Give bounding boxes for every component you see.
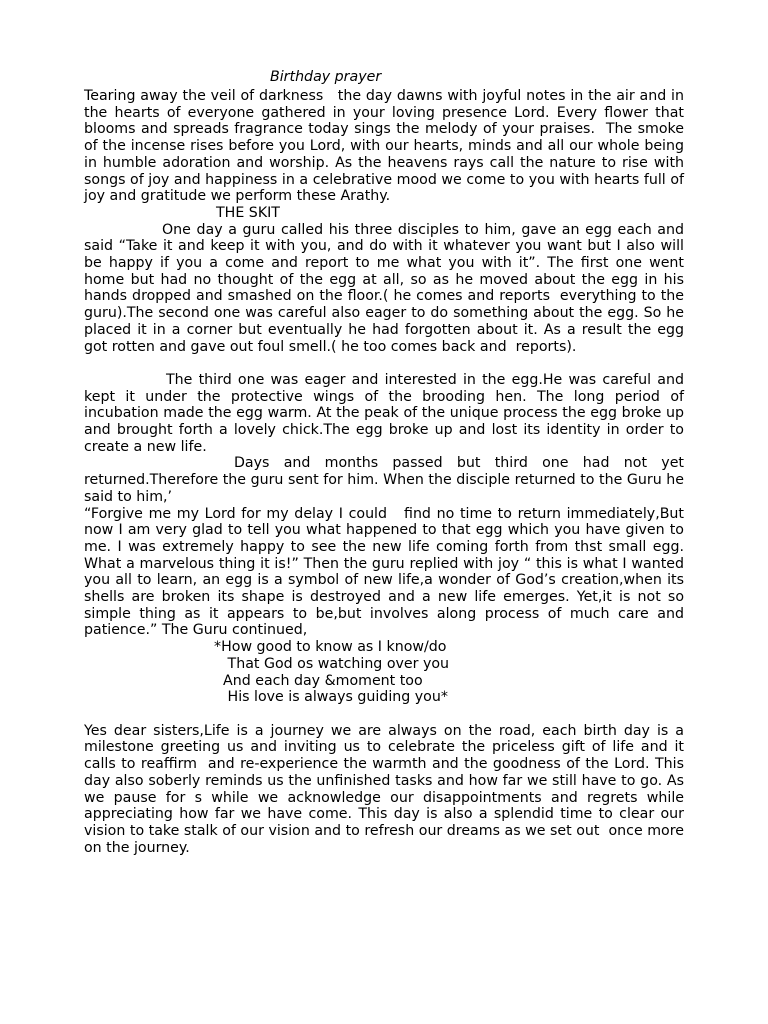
skit-heading: THE SKIT (216, 204, 280, 221)
poem-line: *How good to know as I know/do (214, 639, 447, 656)
document-page (84, 68, 694, 856)
intro-paragraph: Tearing away the veil of darkness the day dawns with joyful notes in the air and in the hearts of everyone gathered in your loving presence Lord. Every flower that blooms and spreads fragrance today sings the melody of your praises. The smoke of the incense rises before you Lord, with our hearts, minds and all our whole being in humble adoration and worship. As the heavens rays call the nature to rise with songs of joy and happiness in a celebrative mood we come to you with hearts full of joy and gratitude we perform these Arathy. (84, 88, 689, 205)
poem-line: And each day &moment too (214, 672, 423, 689)
skit-paragraph-4: “Forgive me my Lord for my delay I could find no time to return immediately,But now I am very glad to tell you what happened to that egg which you have given to me. I was extremely happy to see the new life coming forth from thst small egg. What a marvelous thing it is!” Then the guru replied with joy “ this is what I wanted you all to learn, an egg is a symbol of new life,a wonder of God’s creation,when its shells are broken its shape is destroyed and a new life emerges. Yet,it is not so simple thing as it appears to be,but involves along process of much care and patience.” The Guru continued, (84, 505, 689, 639)
paragraph-spacer (84, 355, 684, 372)
poem-block (84, 639, 684, 706)
skit-paragraph-1: One day a guru called his three disciples to him, gave an egg each and said “Take it and keep it with you, and do with it whatever you want but I also will be happy if you a come and report to me what you with it”. The first one went home but had no thought of the egg at all, so as he moved about the egg in his hands dropped and smashed on the floor.( he comes and reports everything to the guru).The second one was careful also eager to do something about the egg. So he placed it in a corner but eventually he had forgotten about it. As a result the egg got rotten and gave out foul smell.( he too comes back and reports). (84, 221, 689, 355)
paragraph-spacer (84, 706, 684, 723)
skit-paragraph-3: Days and months passed but third one had not yet returned.Therefore the guru sent for him. When the disciple returned to the Guru he said to him,’ (84, 455, 694, 505)
poem-line: That God os watching over you (214, 655, 450, 672)
closing-paragraph: Yes dear sisters,Life is a journey we are always on the road, each birth day is a milestone greeting us and inviting us to celebrate the priceless gift of life and it calls to reaffirm and re-experience the warmth and the goodness of the Lord. This day also soberly reminds us the unfinished tasks and how far we still have to go. As we pause for s while we acknowledge our disappointments and regrets while appreciating how far we have come. This day is also a splendid time to clear our vision to take stalk of our vision and to refresh our dreams as we set out once more on the journey. (84, 722, 694, 856)
document-title: Birthday prayer (270, 69, 382, 85)
skit-paragraph-2: The third one was eager and interested in the egg.He was careful and kept it under the protective wings of the brooding hen. The long period of incubation made the egg warm. At the peak of the unique process the egg broke up and brought forth a lovely chick.The egg broke up and lost its identity in order to create a new life. (84, 371, 689, 455)
poem-line: His love is always guiding you* (214, 689, 448, 706)
